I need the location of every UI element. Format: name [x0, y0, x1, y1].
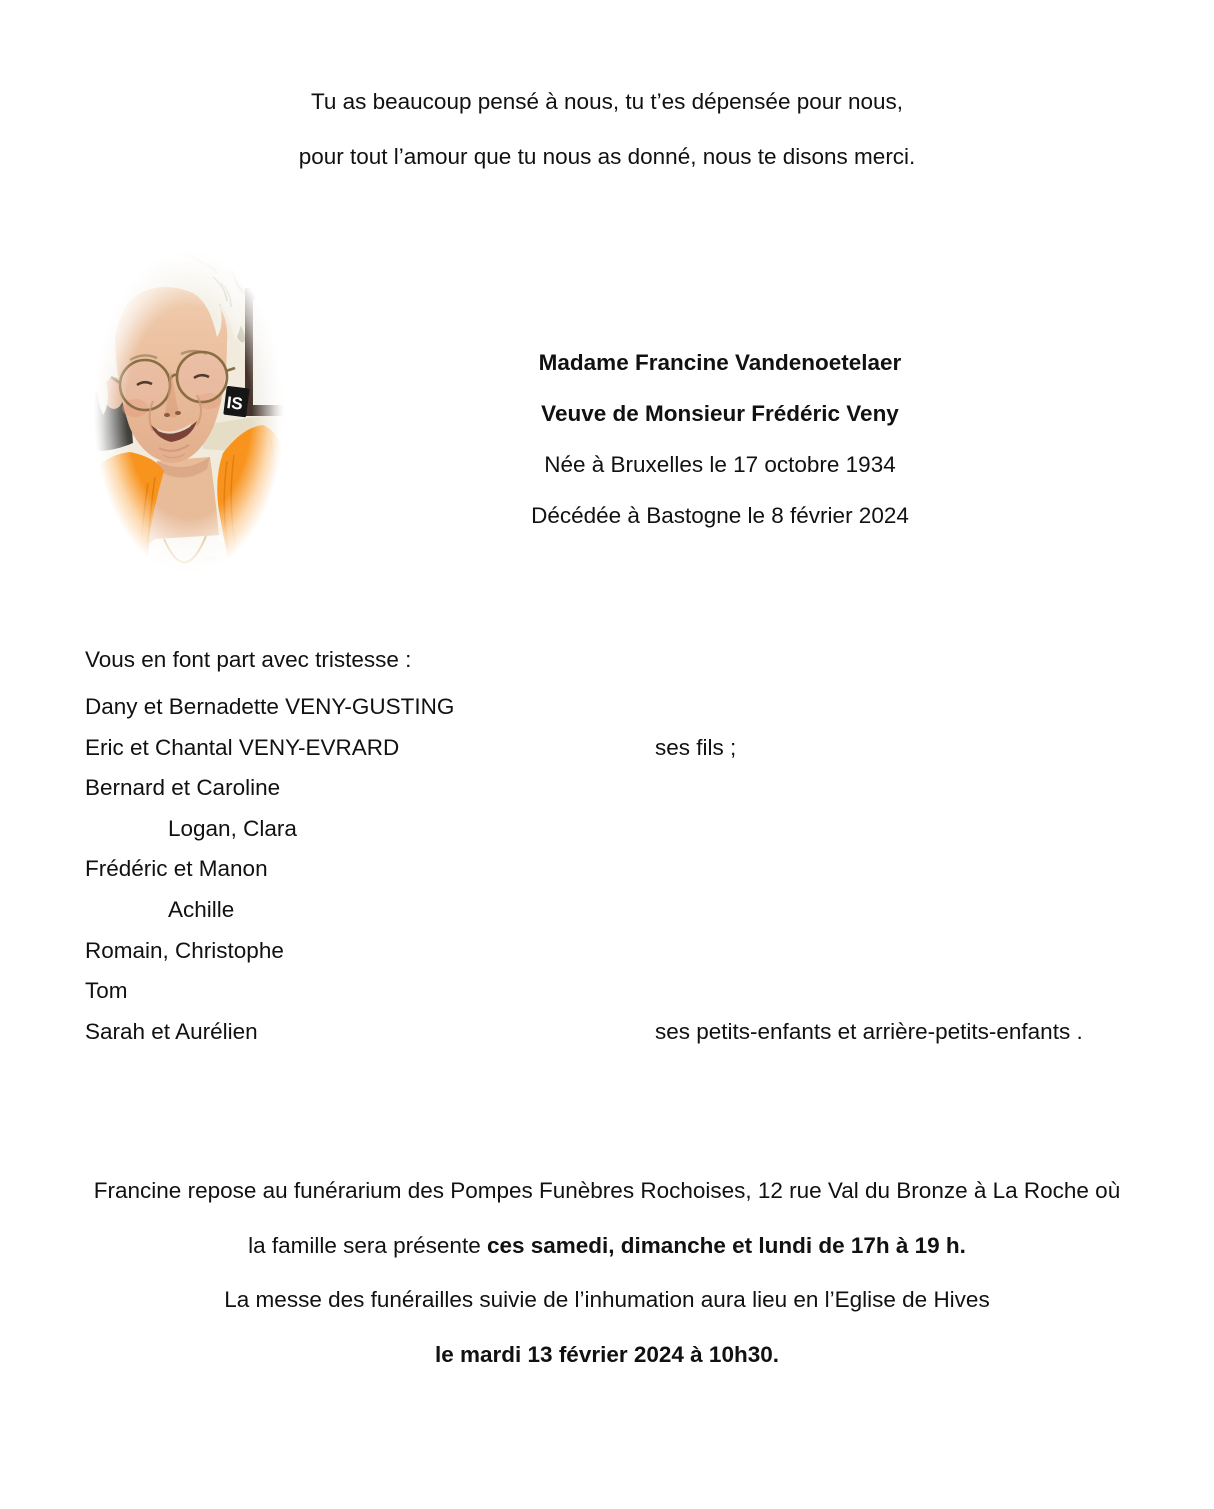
family-member-names: Romain, Christophe: [85, 937, 284, 963]
family-row: [0, 1019, 1214, 1060]
family-member-names: Achille: [168, 896, 235, 922]
family-row: [0, 856, 1214, 897]
vignette-overlay: [85, 243, 293, 595]
family-row: [0, 938, 1214, 979]
relationship-label: ses fils ;: [655, 734, 737, 760]
family-row: [0, 978, 1214, 1019]
deceased-death-line: Décédée à Bastogne le 8 février 2024: [531, 503, 909, 528]
quote-line-2: pour tout l’amour que tu nous as donné, nous te disons merci.: [298, 144, 916, 169]
family-list: [0, 694, 1214, 1059]
deceased-birth-line: Née à Bruxelles le 17 octobre 1934: [544, 452, 896, 477]
visitation-schedule: ces samedi, dimanche et lundi de 17h à 19 h.: [486, 1232, 966, 1258]
deceased-widow-line: Veuve de Monsieur Frédéric Veny: [541, 401, 899, 426]
visitation-line: [0, 1219, 1214, 1274]
family-row: [0, 694, 1214, 735]
family-member-names: Tom: [85, 978, 128, 1004]
family-row: [0, 775, 1214, 816]
mass-line: La messe des funérailles suivie de l’inhumation aura lieu en l’Eglise de Hives: [224, 1287, 990, 1312]
portrait-photo-illustration: [85, 243, 293, 595]
funeral-details: [0, 1164, 1214, 1382]
relationship-label: ses petits-enfants et arrière-petits-enfants .: [655, 1018, 1083, 1044]
family-member-names: Sarah et Aurélien: [85, 1018, 258, 1044]
memorial-quote: [0, 74, 1214, 184]
funeral-home-line: Francine repose au funérarium des Pompes Funèbres Rochoises, 12 rue Val du Bronze à La Roche où: [93, 1178, 1121, 1203]
family-member-names: Eric et Chantal VENY-EVRARD: [85, 734, 400, 760]
family-member-names: Dany et Bernadette VENY-GUSTING: [85, 694, 455, 719]
deceased-details: [415, 337, 1025, 541]
quote-line-1: Tu as beaucoup pensé à nous, tu t’es dépensée pour nous,: [310, 89, 904, 114]
deceased-name: Madame Francine Vandenoetelaer: [538, 350, 902, 375]
mass-date-line: le mardi 13 février 2024 à 10h30.: [435, 1341, 779, 1367]
family-row: [0, 897, 1214, 938]
family-row: [0, 816, 1214, 857]
family-member-names: Bernard et Caroline: [85, 775, 281, 801]
portrait-photo: [85, 243, 293, 595]
family-row: [0, 735, 1214, 776]
visitation-prefix: la famille sera présente: [248, 1232, 487, 1258]
family-member-names: Frédéric et Manon: [85, 856, 268, 882]
announcement-intro: Vous en font part avec tristesse :: [85, 647, 412, 672]
family-member-names: Logan, Clara: [168, 815, 297, 841]
